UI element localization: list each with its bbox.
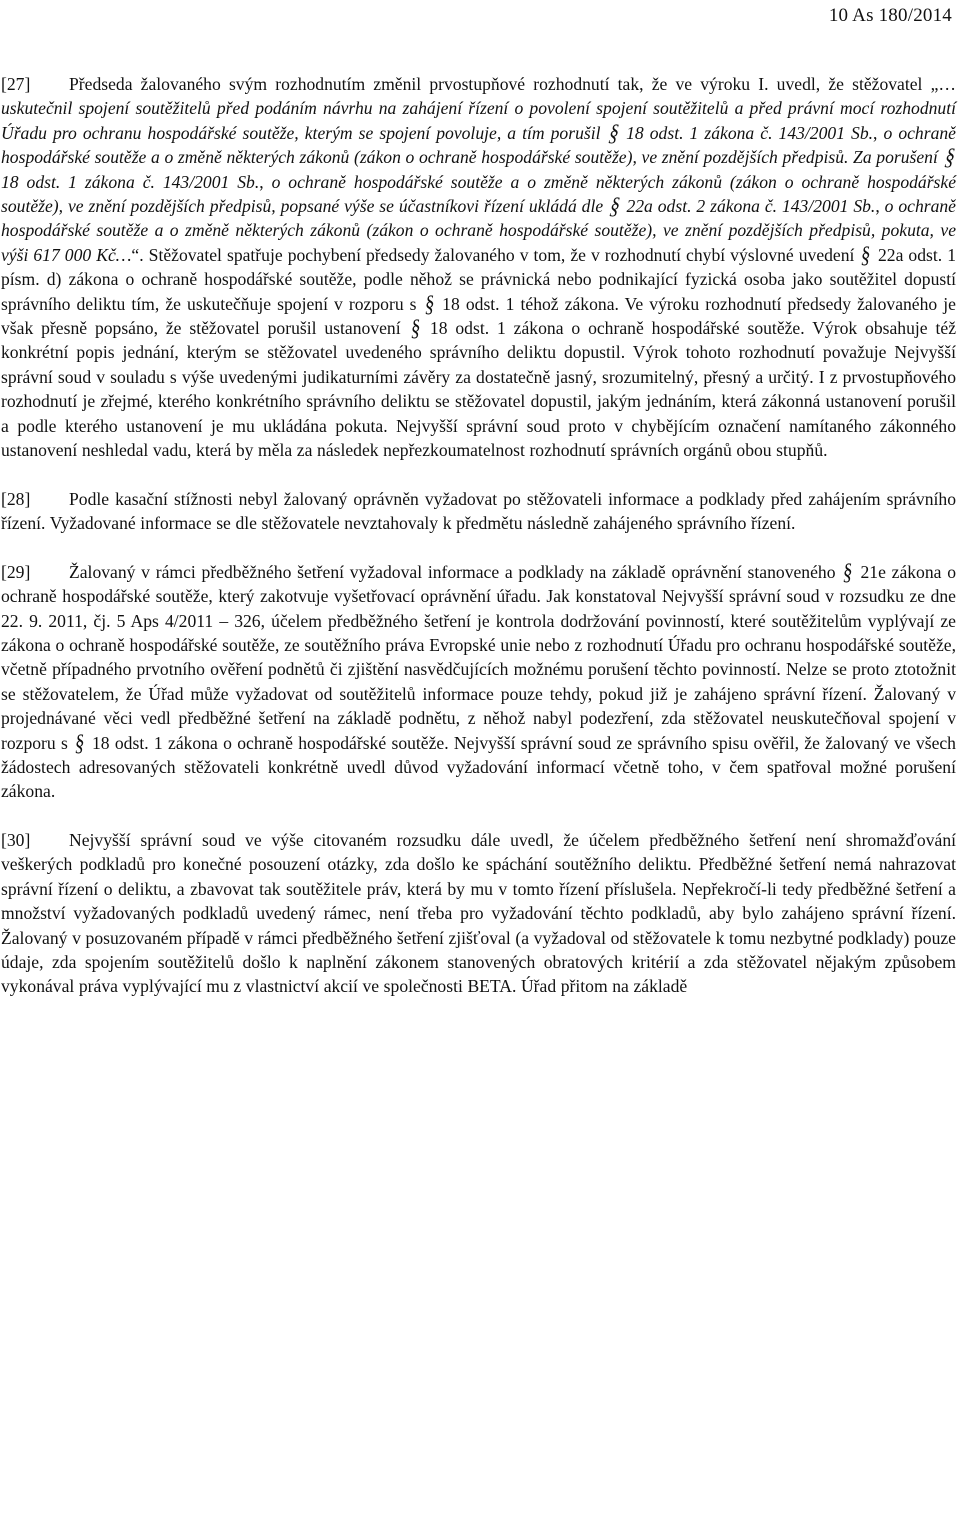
paragraph: [1, 560, 956, 804]
paragraph-text: 22a odst. 1 písm. d) zákona o ochraně hospodářské soutěže, podle něhož se právnická nebo podnikající fyzická osoba jako soutěžitel dopustí správního deliktu tím, že uskutečňuje spojení v rozporu s: [1, 244, 956, 314]
paragraph-text: Podle kasační stížnosti nebyl žalovaný oprávněn vyžadovat po stěžovateli informace a podklady před zahájením správního řízení. Vyžadované informace se dle stěžovatele nevztahovaly k předmětu následně zahájeného správního řízení.: [1, 488, 956, 534]
paragraph-number: [28]: [1, 488, 31, 509]
paragraph: [1, 487, 956, 536]
paragraph-text: 18 odst. 1 téhož zákona. Ve výroku rozhodnutí předsedy žalovaného je však přesně popsáno, že stěžovatel porušil ustanovení: [1, 293, 956, 339]
paragraph-text: 21e zákona o ochraně hospodářské soutěže, který zakotvuje vyšetřovací oprávnění úřadu. Jak konstatoval Nejvyšší správní soud v rozsudku ze dne 22. 9. 2011, čj. 5 Aps 4/2011 – 326, účelem předběžného šetření je kontrola dodržování povinností, které soutěžitelům vyplývají ze zákona o ochraně hospodářské soutěže, ze soutěžního práva Evropské unie nebo z rozhodnutí Úřadu pro ochranu hospodářské soutěže, včetně případného prvotního ověření podnětů či zjištění nasvědčujících možnému porušení těchto povinností. Nelze se proto ztotožnit se stěžovatelem, že Úřad může vyžadovat od soutěžitelů informace pouze tehdy, pokud již je zahájeno správní řízení. Žalovaný v projednávané věci vedl předběžné šetření na základě podnětu, z něhož nabyl podezření, zda stěžovatel neuskutečňoval spojení v rozporu s: [1, 561, 956, 753]
paragraph: [1, 72, 956, 463]
quoted-text: o ochraně hospodářské soutěže a o změně některých zákonů (zákon o ochraně hospodářské soutěže), ve znění pozdějších předpisů. Za porušení: [1, 122, 956, 168]
paragraph-text: 18 odst. 1 zákona o ochraně hospodářské soutěže. Nejvyšší správní soud ze správního spisu ověřil, že žalovaný ve všech žádostech adresovaných stěžovateli konkrétně uvedl důvod vyžadování informací včetně toho, v čem spatřoval možné porušení zákona.: [1, 732, 956, 802]
paragraph-text: “. Stěžovatel spatřuje pochybení předsedy žalovaného v tom, že v rozhodnutí chybí výslovné uvedení: [131, 244, 860, 265]
section-sign: §: [943, 144, 956, 171]
quoted-text: 22a odst. 2 zákona č. 143/2001 Sb.: [621, 196, 876, 217]
case-number-header: 10 As 180/2014: [828, 5, 952, 26]
paragraph-text: 18 odst. 1 zákona o ochraně hospodářské soutěže. Výrok obsahuje též konkrétní popis jednání, kterým se stěžovatel uvedeného správního deliktu dopustil. Výrok tohoto rozhodnutí považuje Nejvyšší správní soud v souladu s výše uvedenými judikaturními závěry za dostatečně jasný, srozumitelný, přesný a určitý. I z prvostupňového rozhodnutí je zřejmé, kterého konkrétního správního deliktu se stěžovatel dopustil, jakým jednáním, která zákonná ustanovení porušil a podle kterého ustanovení je mu ukládána pokuta. Nejvyšší správní soud proto v chybějícím označení namítaného zákonného ustanovení neshledal vadu, která by měla za následek nepřezkoumatelnost rozhodnutí správních orgánů obou stupňů.: [1, 318, 956, 461]
quoted-text: uskutečnil spojení soutěžitelů před podáním návrhu na zahájení řízení o povolení spojení soutěžitelů a před právní mocí rozhodnutí Úřadu pro ochranu hospodářské soutěže, kterým se spojení povoluje, a tím porušil: [1, 98, 956, 143]
section-sign: §: [859, 242, 873, 269]
section-sign: §: [423, 291, 436, 318]
paragraph-text: Žalovaný v rámci předběžného šetření vyžadoval informace a podklady na základě oprávnění stanoveného: [69, 561, 842, 582]
paragraph-number: [29]: [1, 561, 31, 582]
section-sign: §: [73, 729, 87, 757]
document-body: [1, 72, 956, 1023]
paragraph-number: [27]: [1, 74, 31, 94]
quoted-text: o ochraně hospodářské soutěže a o změně některých zákonů (zákon o ochraně hospodářské soutěže), ve znění pozdějších předpisů, pokuta, ve výši 617 000 Kč…: [1, 196, 956, 265]
paragraph: [1, 828, 956, 999]
paragraph-text: ,: [873, 122, 884, 143]
section-sign: §: [409, 315, 422, 342]
section-sign: §: [608, 193, 622, 220]
section-sign: §: [607, 120, 620, 147]
paragraph-text: Nejvyšší správní soud ve výše citovaném rozsudku dále uvedl, že účelem předběžného šetření není shromažďování veškerých podkladů pro konečné posouzení otázky, zda došlo ke spáchání soutěžního deliktu. Předběžné šetření nemá nahrazovat správní řízení o deliktu, a zbavovat tak soutěžitele práv, která by mu v tomto řízení příslušela. Nepřekročí-li tedy předběžné šetření a množství vyžadovaných podkladů uvedený rámec, není třeba pro vyžadování těchto podkladů, aby bylo zahájeno správní řízení. Žalovaný v posuzovaném případě v rámci předběžného šetření zjišťoval (a vyžadoval od stěžovatele k tomu nezbytné podklady) pouze údaje, zda spojením soutěžitelů došlo k naplnění zákonem stanovených obratových kritérií a zda stěžovatel nějakým způsobem vykonával práva vyplývající mu z vlastnictví akcií ve společnosti BETA. Úřad přitom na základě: [1, 829, 956, 997]
paragraph-text: ,: [259, 171, 272, 192]
section-sign: §: [841, 559, 855, 586]
paragraph-text: ,: [875, 196, 885, 217]
paragraph-number: [30]: [1, 829, 31, 850]
quoted-text: 18 odst. 1 zákona č. 143/2001 Sb.: [1, 171, 260, 192]
quoted-text: o ochraně hospodářské soutěže a o změně některých zákonů (zákon o ochraně hospodářské soutěže), ve znění pozdějších předpisů, popsané výše se účastníkovi řízení ukládá dle: [1, 171, 957, 217]
quoted-text: 18 odst. 1 zákona č. 143/2001 Sb.: [620, 122, 874, 143]
paragraph-text: Předseda žalovaného svým rozhodnutím změnil prvostupňové rozhodnutí tak, že ve výroku I. uvedl, že stěžovatel „…: [69, 74, 956, 94]
